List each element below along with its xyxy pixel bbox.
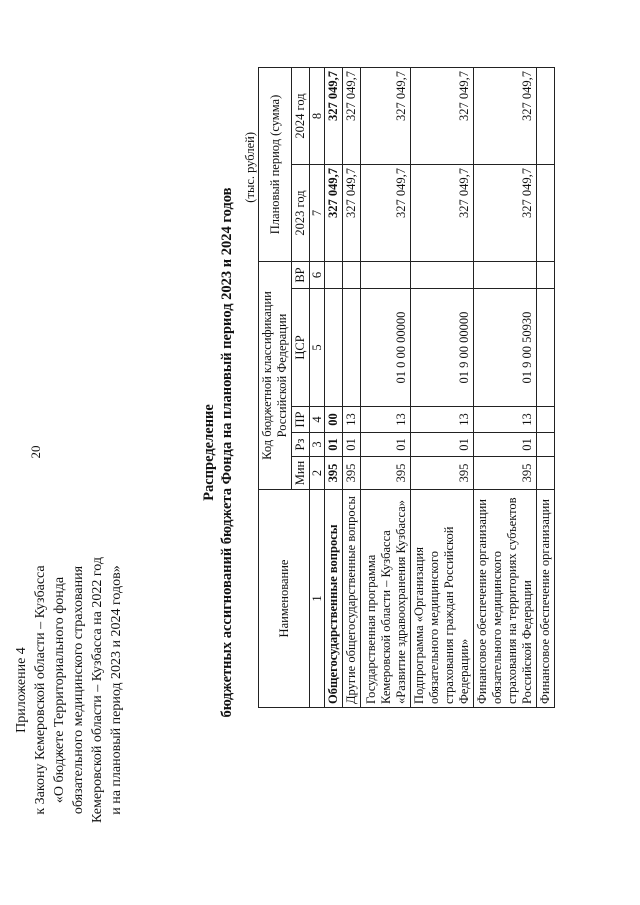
row-csr: 01 9 00 50930 — [474, 289, 537, 407]
appendix-line: обязательного медицинского страхования — [71, 565, 86, 815]
budget-table — [258, 67, 555, 708]
row-2024: 327 049,7 — [325, 68, 343, 165]
row-2024 — [537, 68, 555, 165]
row-2024: 327 049,7 — [361, 68, 411, 165]
row-min: 395 — [361, 457, 411, 490]
row-rz: 01 — [411, 433, 474, 457]
appendix-line: «О бюджете Территориального фонда — [52, 576, 67, 804]
row-vr — [361, 262, 411, 289]
row-2023: 327 049,7 — [343, 165, 361, 262]
row-name: Государственная программа Кемеровской области – Кузбасса «Развитие здравоохранения Кузбасса» — [361, 490, 411, 708]
header-code-group: Код бюджетной классификации Российской Федерации — [259, 262, 292, 490]
column-number: 2 — [310, 457, 325, 490]
row-vr — [537, 262, 555, 289]
column-number: 1 — [310, 490, 325, 708]
header-rz: Рз — [292, 433, 310, 457]
row-min — [537, 457, 555, 490]
header-csr: ЦСР — [292, 289, 310, 407]
document-title — [200, 0, 236, 905]
column-number: 4 — [310, 407, 325, 433]
row-name: Другие общегосударственные вопросы — [343, 490, 361, 708]
row-rz: 01 — [474, 433, 537, 457]
row-min: 395 — [474, 457, 537, 490]
header-vr: ВР — [292, 262, 310, 289]
row-pr: 13 — [411, 407, 474, 433]
row-min: 395 — [411, 457, 474, 490]
appendix-line: Кемеровской области – Кузбасса на 2022 год — [90, 557, 105, 823]
row-rz — [537, 433, 555, 457]
row-min: 395 — [343, 457, 361, 490]
row-csr: 01 9 00 00000 — [411, 289, 474, 407]
row-2024: 327 049,7 — [343, 68, 361, 165]
header-name: Наименование — [259, 490, 310, 708]
row-2023: 327 049,7 — [361, 165, 411, 262]
row-rz: 01 — [361, 433, 411, 457]
header-pr: ПР — [292, 407, 310, 433]
appendix-header — [12, 520, 126, 860]
table-row — [361, 68, 411, 708]
table-row — [343, 68, 361, 708]
row-vr — [411, 262, 474, 289]
row-vr — [474, 262, 537, 289]
row-rz: 01 — [325, 433, 343, 457]
row-2023 — [537, 165, 555, 262]
header-2023: 2023 год — [292, 165, 310, 262]
row-2023: 327 049,7 — [325, 165, 343, 262]
page-number: 20 — [28, 445, 43, 459]
row-csr — [537, 289, 555, 407]
table-row — [411, 68, 474, 708]
title-line-1: Распределение — [201, 404, 217, 501]
row-csr — [343, 289, 361, 407]
units-label: (тыс. рублей) — [243, 132, 257, 203]
row-rz: 01 — [343, 433, 361, 457]
column-number: 5 — [310, 289, 325, 407]
table-row — [474, 68, 537, 708]
row-pr: 13 — [361, 407, 411, 433]
row-name: Общегосударственные вопросы — [325, 490, 343, 708]
row-name: Финансовое обеспечение организации обязательного медицинского страхования на территориях субъектов Российской Федерации — [474, 490, 537, 708]
row-2023: 327 049,7 — [474, 165, 537, 262]
row-pr: 00 — [325, 407, 343, 433]
row-csr: 01 0 00 00000 — [361, 289, 411, 407]
row-pr — [537, 407, 555, 433]
row-pr: 13 — [474, 407, 537, 433]
column-number: 3 — [310, 433, 325, 457]
row-2024: 327 049,7 — [474, 68, 537, 165]
row-min: 395 — [325, 457, 343, 490]
appendix-line: и на плановый период 2023 и 2024 годов» — [109, 565, 124, 815]
row-pr: 13 — [343, 407, 361, 433]
title-line-2: бюджетных ассигнований бюджета Фонда на плановый период 2023 и 2024 годов — [219, 187, 235, 718]
row-2023: 327 049,7 — [411, 165, 474, 262]
table-row — [537, 68, 555, 708]
column-number: 8 — [310, 68, 325, 165]
column-number: 7 — [310, 165, 325, 262]
row-name: Подпрограмма «Организация обязательного медицинского страхования граждан Российской Федерации» — [411, 490, 474, 708]
header-min: Мин — [292, 457, 310, 490]
table-row — [325, 68, 343, 708]
row-2024: 327 049,7 — [411, 68, 474, 165]
appendix-line: к Закону Кемеровской области – Кузбасса — [33, 565, 48, 815]
header-2024: 2024 год — [292, 68, 310, 165]
appendix-line: Приложение 4 — [14, 647, 29, 733]
column-number: 6 — [310, 262, 325, 289]
row-name: Финансовое обеспечение организации — [537, 490, 555, 708]
row-vr — [325, 262, 343, 289]
header-plan-group: Плановый период (сумма) — [259, 68, 292, 262]
row-vr — [343, 262, 361, 289]
row-csr — [325, 289, 343, 407]
